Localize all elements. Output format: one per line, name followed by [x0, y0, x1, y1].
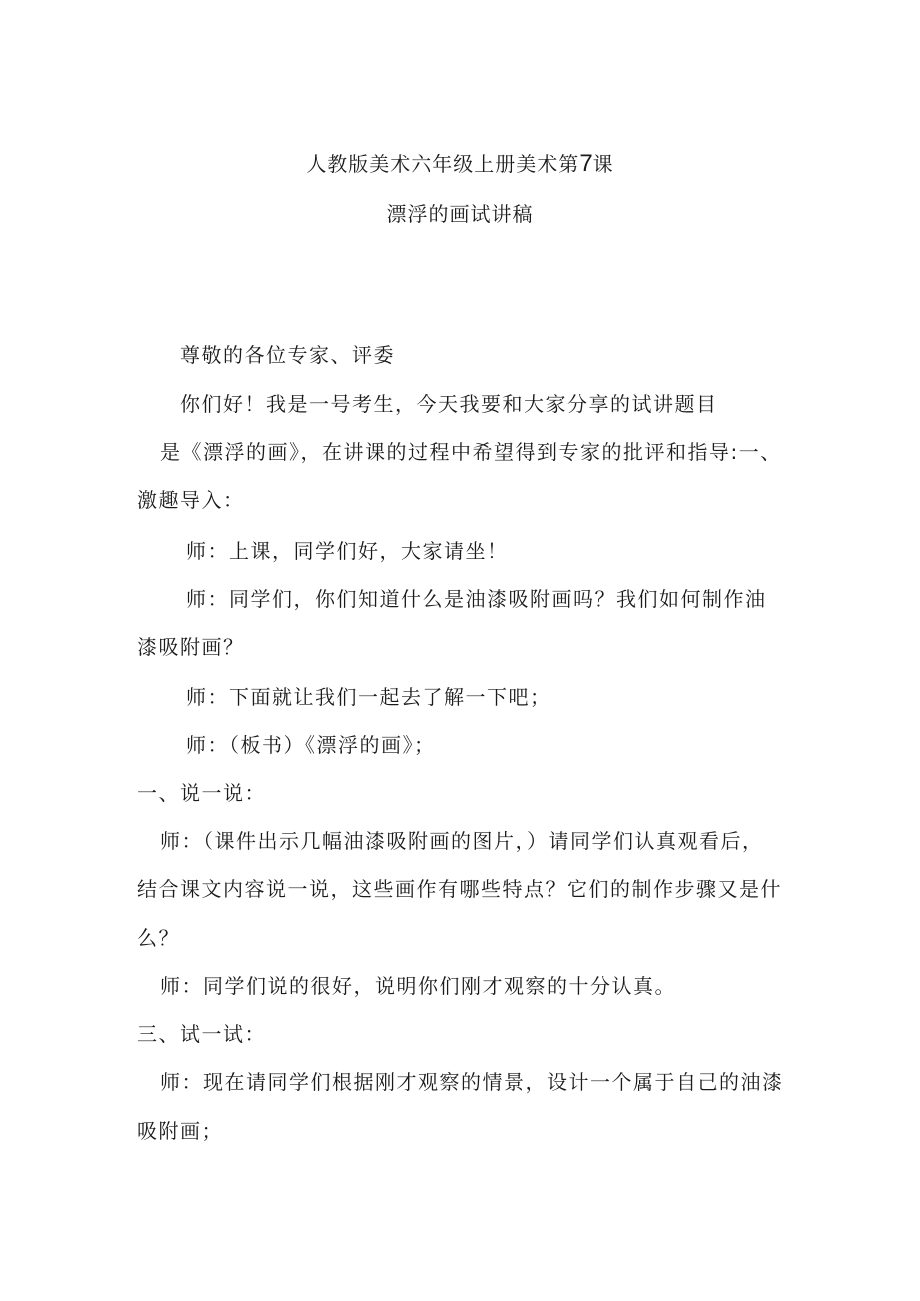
document-subtitle: 漂浮的画试讲稿: [386, 202, 534, 226]
paragraph-line-4: 激趣导入：: [137, 488, 245, 512]
paragraph-line-7: 漆吸附画？: [137, 635, 245, 659]
paragraph-line-3: 是《漂浮的画》，在讲课的过程中希望得到专家的批评和指导:一、: [160, 440, 782, 464]
paragraph-line-9: 师：（板书）《漂浮的画》；: [186, 733, 436, 757]
paragraph-line-16: 师：现在请同学们根据刚才观察的情景，设计一个属于自己的油漆: [160, 1070, 784, 1094]
paragraph-line-12: 结合课文内容说一说，这些画作有哪些特点？它们的制作步骤又是什: [137, 877, 782, 901]
document-title: [0, 148, 920, 178]
paragraph-line-17: 吸附画；: [137, 1119, 223, 1143]
title-number: 7: [579, 150, 593, 177]
paragraph-line-14: 师：同学们说的很好，说明你们刚才观察的十分认真。: [160, 974, 676, 998]
paragraph-line-2: 你们好！我是一号考生，今天我要和大家分享的试讲题目: [180, 392, 718, 416]
title-prefix: 人教版美术六年级上册美术第: [306, 152, 580, 176]
paragraph-line-13: 么？: [137, 926, 180, 950]
paragraph-line-11: 师：（课件出示几幅油漆吸附画的图片，）请同学们认真观看后，: [160, 829, 764, 853]
paragraph-line-8: 师：下面就让我们一起去了解一下吧；: [186, 685, 552, 709]
section-heading-3: 三、试一试：: [137, 1022, 266, 1046]
section-heading-1: 一、说一说：: [137, 781, 266, 805]
paragraph-line-1: 尊敬的各位专家、评委: [180, 343, 395, 367]
paragraph-line-6: 师：同学们，你们知道什么是油漆吸附画吗？我们如何制作油: [186, 587, 767, 611]
title-suffix: 课: [592, 152, 614, 176]
paragraph-line-5: 师：上课，同学们好，大家请坐！: [186, 539, 509, 563]
